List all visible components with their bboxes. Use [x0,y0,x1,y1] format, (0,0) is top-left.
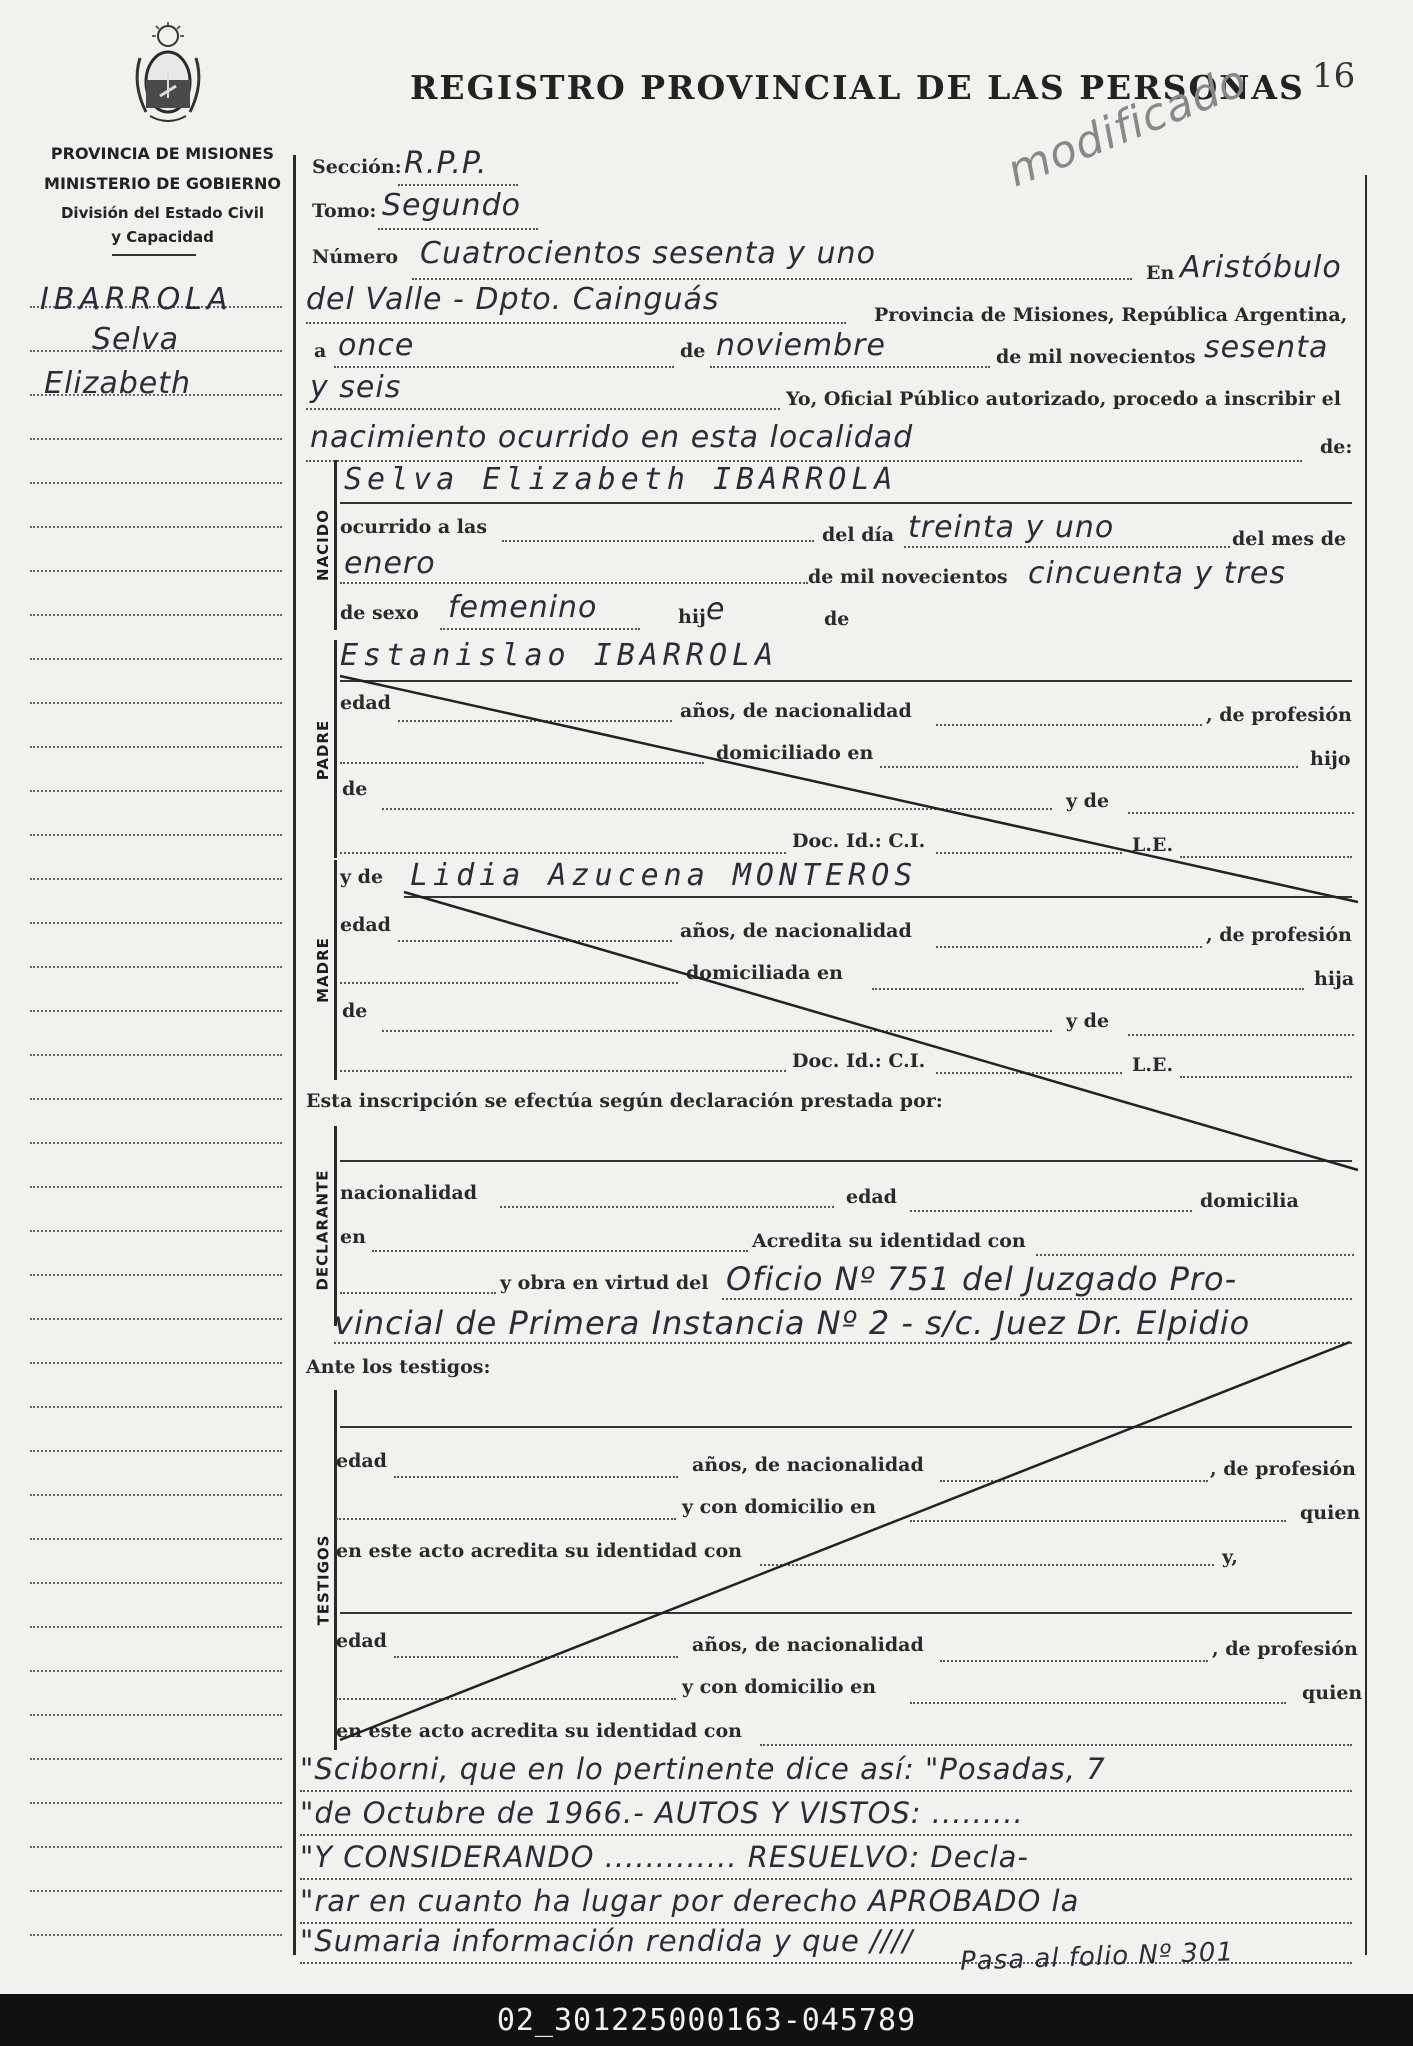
nacido-dia-value: treinta y uno [908,510,1115,545]
testigos-side-label: TESTIGOS [314,1534,332,1626]
year-value-1: sesenta [1204,330,1329,365]
domicilia-label: domicilia [1200,1190,1299,1212]
note-rule-1 [300,1790,1352,1792]
note-line-4: "rar en cuanto ha lugar por derecho APROBADO la [300,1884,1080,1918]
testigo2-quien-label: quien [1302,1682,1363,1704]
declarante-side-label: DECLARANTE [314,1169,333,1291]
note-line-5: "Sumaria información rendida y que //// [300,1924,914,1958]
hijo-label: hijo [1310,748,1351,770]
year-value-2: y seis [310,370,402,405]
acredita-label: Acredita su identidad con [752,1230,1026,1252]
testigo2-profesion-label: , de profesión [1212,1638,1358,1660]
note-line-3: "Y CONSIDERANDO ............. RESUELVO: Decla- [300,1840,1029,1874]
note-rule-3 [300,1878,1352,1880]
note-line-1: "Sciborni, que en lo pertinente dice así: "Posadas, 7 [300,1752,1106,1786]
testigo1-edad-label: edad [336,1450,387,1472]
madre-side-label: MADRE [314,937,333,1003]
sexo-label: de sexo [340,602,419,624]
declarante-nacionalidad-label: nacionalidad [340,1182,478,1204]
hij-label: hij [678,606,706,628]
en-label: En [1146,262,1175,284]
margin-first-name: Selva [92,322,179,357]
padre-anios-label: años, de nacionalidad [680,700,912,722]
padre-profesion-label: , de profesión [1206,704,1352,726]
testigos-strike [340,1342,1350,1740]
padre-doc-label: Doc. Id.: C.I. [792,830,926,852]
dia-value: once [338,328,415,363]
padre-domiciliado-label: domiciliado en [716,742,874,764]
padre-edad-label: edad [340,692,391,714]
footer-code: 02_301225000163-045789 [0,1994,1413,2046]
inscripcion-text: Esta inscripción se efectúa según declaración prestada por: [306,1090,943,1112]
nacido-de-label: de [824,608,850,630]
seccion-value: R.P.P. [404,146,488,181]
madre-domiciliada-label: domiciliada en [686,962,843,984]
nacido-name: Selva Elizabeth IBARROLA [344,462,898,497]
org-capacity: y Capacidad [111,228,214,246]
madre-anios-label: años, de nacionalidad [680,920,912,942]
testigo1-profesion-label: , de profesión [1210,1458,1356,1480]
nacido-mes-value: enero [344,546,436,581]
obra-label: y obra en virtud del [500,1272,709,1294]
madre-y-de2-label: y de [1066,1010,1110,1032]
madre-doc-label: Doc. Id.: C.I. [792,1050,926,1072]
madre-le-label: L.E. [1132,1054,1174,1076]
madre-y-de-label: y de [340,866,384,888]
tomo-value: Segundo [382,188,521,223]
testigo1-acredita-label: en este acto acredita su identidad con [336,1540,742,1562]
nacido-year-value: cincuenta y tres [1028,556,1286,591]
de-colon: de: [1320,436,1353,458]
testigo2-edad-label: edad [336,1630,387,1652]
tomo-label: Tomo: [312,200,377,222]
testigo1-quien-label: quien [1300,1502,1361,1524]
testigo2-acredita-label: en este acto acredita su identidad con [336,1720,742,1742]
ante-testigos-label: Ante los testigos: [306,1356,491,1378]
document-title: REGISTRO PROVINCIAL DE LAS PERSONAS [410,68,1305,107]
del-mes-label: del mes de [1232,528,1347,550]
note-rule-2 [300,1834,1352,1836]
obra-value-2: vincial de Primera Instancia Nº 2 - s/c. Juez Dr. Elpidio [334,1304,1251,1342]
padre-side-label: PADRE [314,719,333,781]
bottom-note: Pasa al folio Nº 301 [959,1937,1235,1977]
modificado-stamp: modificado [1000,54,1255,198]
obra-value-1: Oficio Nº 751 del Juzgado Pro- [726,1260,1238,1298]
testigo1-y-label: y, [1222,1546,1238,1568]
madre-edad-label: edad [340,914,391,936]
testigo2-domicilio-label: y con domicilio en [682,1676,877,1698]
madre-name: Lidia Azucena MONTEROS [410,858,918,893]
mes-value: noviembre [716,328,886,363]
padre-name: Estanislao IBARROLA [340,638,779,673]
org-ministry: MINISTERIO DE GOBIERNO [44,174,281,193]
numero-value: Cuatrocientos sesenta y uno [420,236,876,271]
provincia-text: Provincia de Misiones, República Argentina, [874,304,1348,326]
numero-label: Número [312,246,399,268]
sexo-value: femenino [448,590,598,625]
padre-le-label: L.E. [1132,834,1174,856]
hij-value: e [706,592,726,627]
place-value: del Valle - Dpto. Cainguás [306,282,720,317]
padre-y-de-label: y de [1066,790,1110,812]
de-label: de [680,340,706,362]
seccion-label: Sección: [312,156,402,178]
declarante-en-label: en [340,1226,366,1248]
ocurrido-label: ocurrido a las [340,516,488,538]
oficial-text: Yo, Oficial Público autorizado, procedo a inscribir el [786,388,1341,410]
org-division: División del Estado Civil [60,204,264,222]
en-value: Aristóbulo [1180,250,1342,285]
a-label: a [314,340,327,362]
madre-profesion-label: , de profesión [1206,924,1352,946]
madre-de-label: de [342,1000,368,1022]
del-dia-label: del día [822,524,895,546]
testigo1-anios-label: años, de nacionalidad [692,1454,924,1476]
madre-strike [404,892,1358,1170]
note-line-2: "de Octubre de 1966.- AUTOS Y VISTOS: ......... [300,1796,1024,1830]
padre-strike [340,676,1358,902]
margin-surname: IBARROLA [40,282,233,317]
year-prefix: de mil novecientos [996,346,1196,368]
hija-label: hija [1314,968,1355,990]
padre-de-label: de [342,778,368,800]
org-province: PROVINCIA DE MISIONES [50,144,275,163]
nacido-year-label: de mil novecientos [808,566,1008,588]
testigo2-anios-label: años, de nacionalidad [692,1634,924,1656]
testigo1-domicilio-label: y con domicilio en [682,1496,877,1518]
page-number: 16 [1312,56,1356,96]
acto-value: nacimiento ocurrido en esta localidad [310,420,914,455]
declarante-edad-label: edad [846,1186,897,1208]
margin-middle-name: Elizabeth [44,366,192,401]
nacido-side-label: NACIDO [314,509,332,581]
